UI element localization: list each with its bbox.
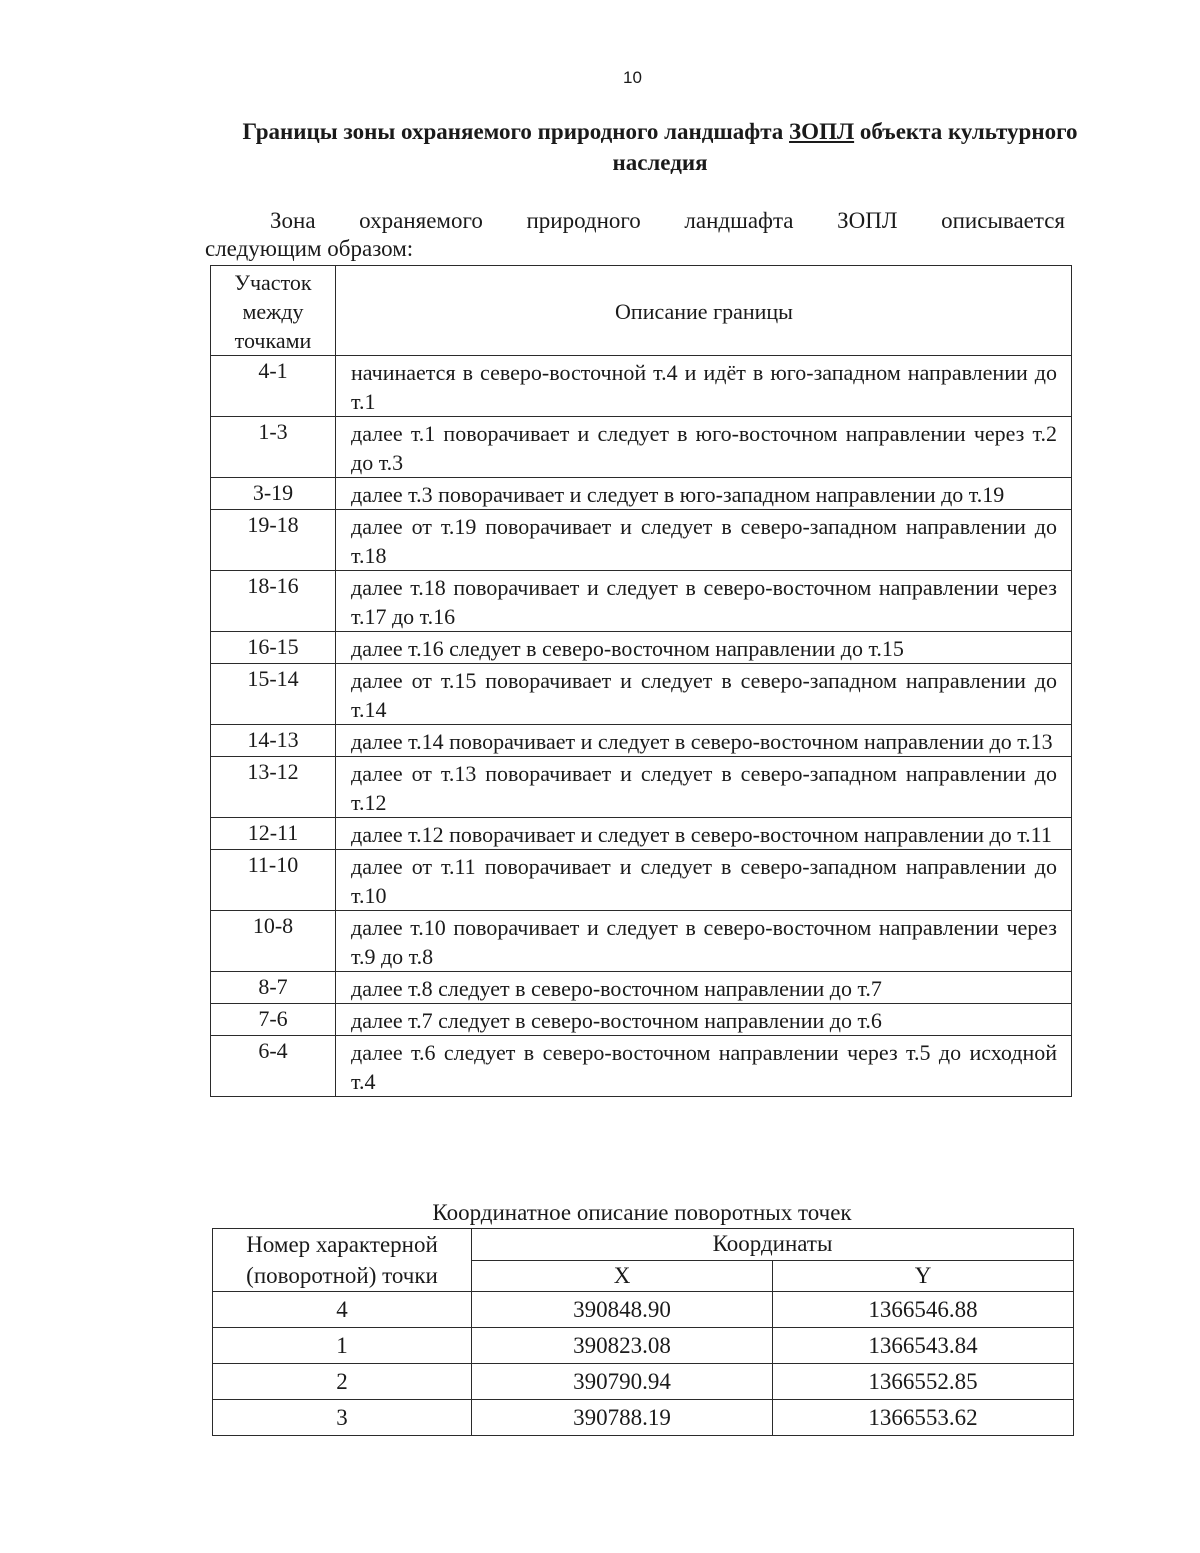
header-point-line: Номер характерной xyxy=(246,1232,438,1257)
segment-cell: 3-19 xyxy=(211,478,336,510)
table-row xyxy=(211,417,1072,478)
description-cell: далее т.12 поворачивает и следует в северо-восточном направлении до т.11 xyxy=(336,818,1072,850)
x-cell: 390788.19 xyxy=(472,1400,773,1436)
description-cell: далее от т.19 поворачивает и следует в северо-западном направлении до т.18 xyxy=(336,510,1072,571)
table-row xyxy=(211,478,1072,510)
intro-line-1: Зона охраняемого природного ландшафта ЗОПЛ описывается xyxy=(270,208,1065,233)
table-row xyxy=(211,757,1072,818)
page-number: 10 xyxy=(623,68,642,87)
description-cell: далее от т.13 поворачивает и следует в северо-западном направлении до т.12 xyxy=(336,757,1072,818)
title-part-1: Границы зоны охраняемого природного ландшафта xyxy=(242,119,790,144)
segment-cell: 12-11 xyxy=(211,818,336,850)
table-row xyxy=(211,1004,1072,1036)
coordinates-header-row xyxy=(213,1229,1074,1261)
point-cell: 1 xyxy=(213,1328,472,1364)
description-cell: далее т.18 поворачивает и следует в северо-восточном направлении через т.17 до т.16 xyxy=(336,571,1072,632)
point-cell: 2 xyxy=(213,1364,472,1400)
segment-cell: 10-8 xyxy=(211,911,336,972)
description-cell: далее т.3 поворачивает и следует в юго-западном направлении до т.19 xyxy=(336,478,1072,510)
segment-cell: 8-7 xyxy=(211,972,336,1004)
table-row xyxy=(213,1400,1074,1436)
table-row xyxy=(211,818,1072,850)
title-abbreviation: ЗОПЛ xyxy=(789,119,855,144)
segment-cell: 4-1 xyxy=(211,356,336,417)
title-part-2: объекта культурного наследия xyxy=(612,119,1078,175)
segment-cell: 13-12 xyxy=(211,757,336,818)
table-row xyxy=(211,972,1072,1004)
description-cell: далее т.14 поворачивает и следует в северо-восточном направлении до т.13 xyxy=(336,725,1072,757)
segment-cell: 14-13 xyxy=(211,725,336,757)
table-row xyxy=(211,725,1072,757)
table-row xyxy=(211,571,1072,632)
boundary-table-body xyxy=(211,356,1072,1097)
header-segment xyxy=(211,266,336,356)
point-cell: 3 xyxy=(213,1400,472,1436)
y-cell: 1366552.85 xyxy=(773,1364,1074,1400)
table-row xyxy=(211,510,1072,571)
x-cell: 390848.90 xyxy=(472,1292,773,1328)
header-segment-line: точками xyxy=(234,328,312,353)
description-cell: далее от т.15 поворачивает и следует в северо-западном направлении до т.14 xyxy=(336,664,1072,725)
table-row xyxy=(211,1036,1072,1097)
intro-paragraph xyxy=(205,207,1065,263)
segment-cell: 15-14 xyxy=(211,664,336,725)
coordinates-caption: Координатное описание поворотных точек xyxy=(432,1200,852,1225)
boundary-table-header xyxy=(211,266,1072,356)
description-cell: далее т.1 поворачивает и следует в юго-восточном направлении через т.2 до т.3 xyxy=(336,417,1072,478)
description-cell: далее от т.11 поворачивает и следует в северо-западном направлении до т.10 xyxy=(336,850,1072,911)
header-coordinates: Координаты xyxy=(472,1229,1074,1261)
description-cell: далее т.7 следует в северо-восточном направлении до т.6 xyxy=(336,1004,1072,1036)
header-description: Описание границы xyxy=(336,266,1072,356)
description-cell: далее т.6 следует в северо-восточном направлении через т.5 до исходной т.4 xyxy=(336,1036,1072,1097)
boundary-table xyxy=(210,265,1072,1097)
segment-cell: 16-15 xyxy=(211,632,336,664)
segment-cell: 6-4 xyxy=(211,1036,336,1097)
segment-cell: 11-10 xyxy=(211,850,336,911)
header-point-number xyxy=(213,1229,472,1292)
description-cell: далее т.10 поворачивает и следует в северо-восточном направлении через т.9 до т.8 xyxy=(336,911,1072,972)
segment-cell: 19-18 xyxy=(211,510,336,571)
segment-cell: 7-6 xyxy=(211,1004,336,1036)
header-segment-line: Участок xyxy=(234,270,312,295)
y-cell: 1366553.62 xyxy=(773,1400,1074,1436)
y-cell: 1366543.84 xyxy=(773,1328,1074,1364)
description-cell: далее т.8 следует в северо-восточном направлении до т.7 xyxy=(336,972,1072,1004)
header-segment-line: между xyxy=(242,299,304,324)
segment-cell: 1-3 xyxy=(211,417,336,478)
table-row xyxy=(211,850,1072,911)
table-row xyxy=(211,664,1072,725)
table-row xyxy=(211,632,1072,664)
x-cell: 390790.94 xyxy=(472,1364,773,1400)
header-x: X xyxy=(472,1260,773,1292)
table-row xyxy=(211,911,1072,972)
coordinates-table-body xyxy=(213,1292,1074,1436)
coordinates-table xyxy=(212,1228,1074,1436)
table-row xyxy=(213,1328,1074,1364)
header-y: Y xyxy=(773,1260,1074,1292)
table-row xyxy=(213,1292,1074,1328)
point-cell: 4 xyxy=(213,1292,472,1328)
y-cell: 1366546.88 xyxy=(773,1292,1074,1328)
segment-cell: 18-16 xyxy=(211,571,336,632)
description-cell: далее т.16 следует в северо-восточном направлении до т.15 xyxy=(336,632,1072,664)
page-title xyxy=(240,116,1080,178)
x-cell: 390823.08 xyxy=(472,1328,773,1364)
description-cell: начинается в северо-восточной т.4 и идёт в юго-западном направлении до т.1 xyxy=(336,356,1072,417)
header-point-line: (поворотной) точки xyxy=(246,1263,438,1288)
intro-line-2: следующим образом: xyxy=(205,236,414,261)
table-row xyxy=(213,1364,1074,1400)
table-row xyxy=(211,356,1072,417)
